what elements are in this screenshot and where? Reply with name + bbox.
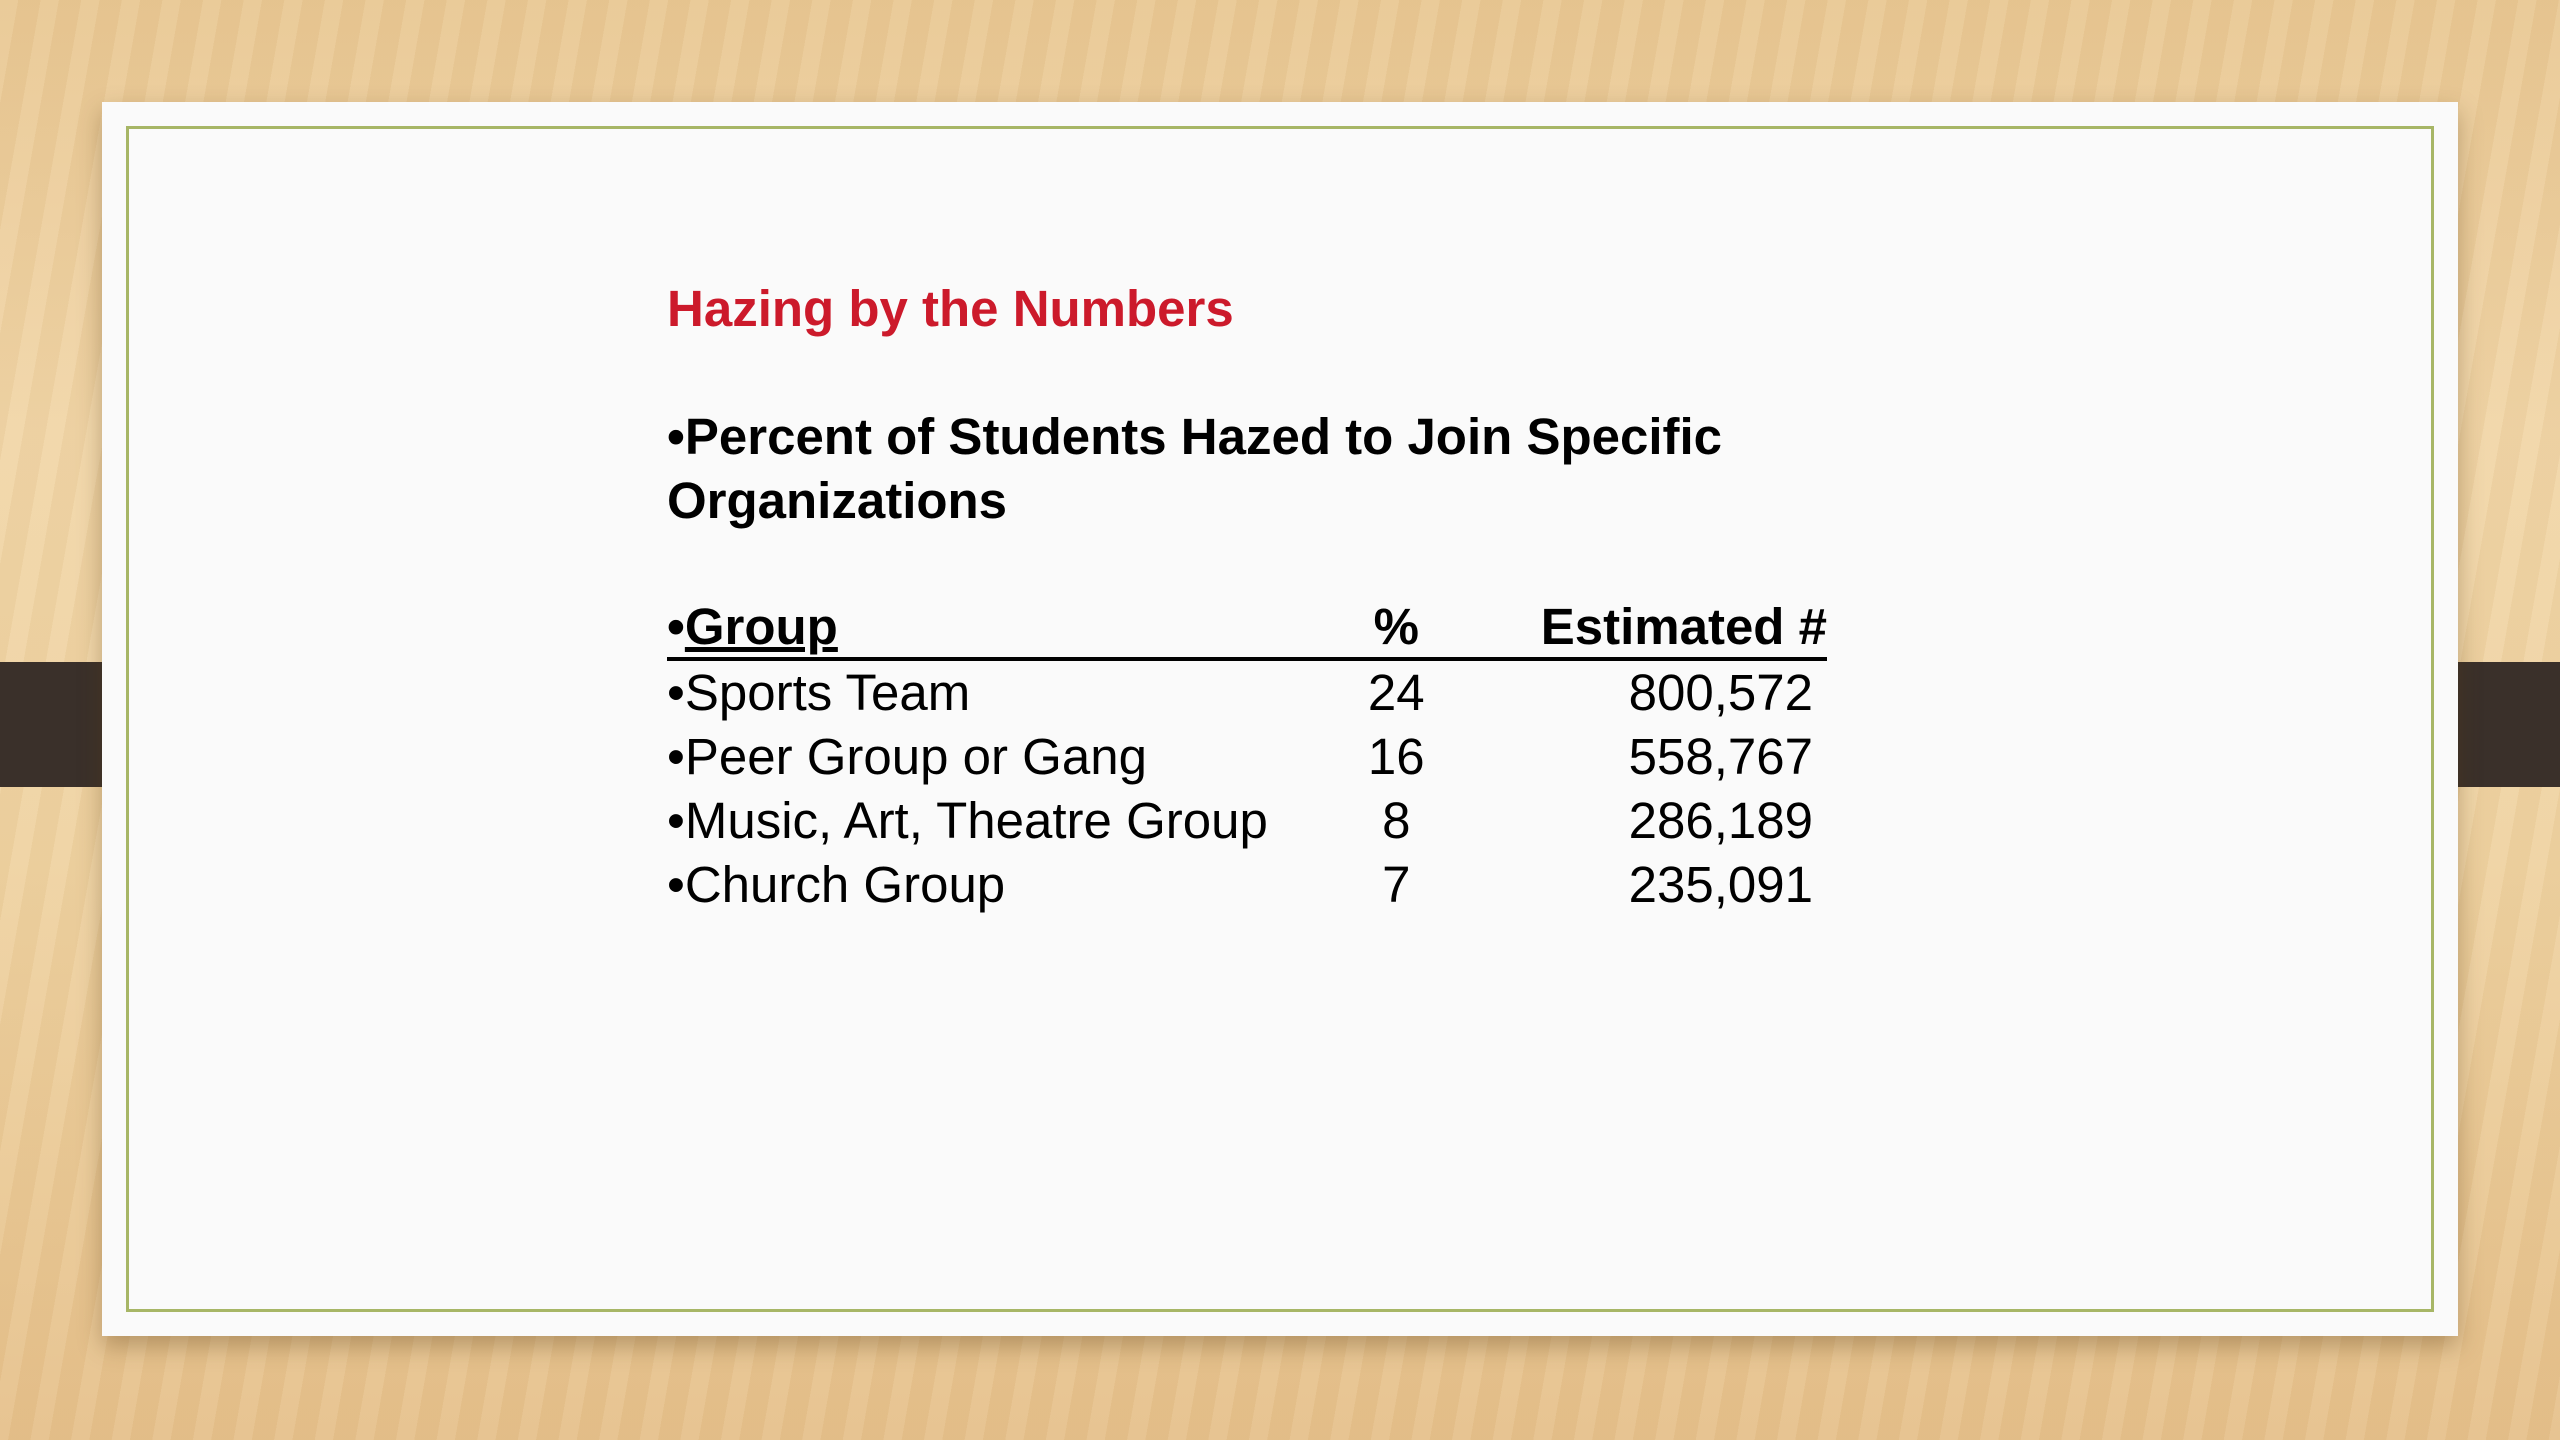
row-estimated: 800,572 <box>1628 664 1813 721</box>
row-group: •Music, Art, Theatre Group <box>667 792 1268 849</box>
row-percent: 7 <box>1382 856 1411 913</box>
row-percent: 24 <box>1367 664 1425 721</box>
row-percent: 16 <box>1367 728 1425 785</box>
row-estimated: 235,091 <box>1628 856 1813 913</box>
row-estimated: 558,767 <box>1628 728 1813 785</box>
table-row <box>667 853 1827 917</box>
header-percent: % <box>1337 597 1456 659</box>
row-percent: 8 <box>1382 792 1411 849</box>
row-group: •Church Group <box>667 856 1006 913</box>
table-row <box>667 789 1827 853</box>
hazing-table <box>667 597 1827 917</box>
slide-title: Hazing by the Numbers <box>667 280 1234 337</box>
row-group: •Peer Group or Gang <box>667 728 1147 785</box>
slide-subtitle: •Percent of Students Hazed to Join Specific Organizations <box>667 408 1723 529</box>
row-estimated: 286,189 <box>1628 792 1813 849</box>
header-bullet: • <box>667 598 685 655</box>
slide-paper <box>102 102 2458 1336</box>
header-estimated: Estimated # <box>1456 597 1827 659</box>
table-row <box>667 725 1827 789</box>
row-group: •Sports Team <box>667 664 971 721</box>
header-group-label: Group <box>684 598 838 655</box>
header-group <box>667 597 1337 659</box>
table-row <box>667 659 1827 725</box>
slide-content <box>667 277 1867 917</box>
table-header-row <box>667 597 1827 659</box>
